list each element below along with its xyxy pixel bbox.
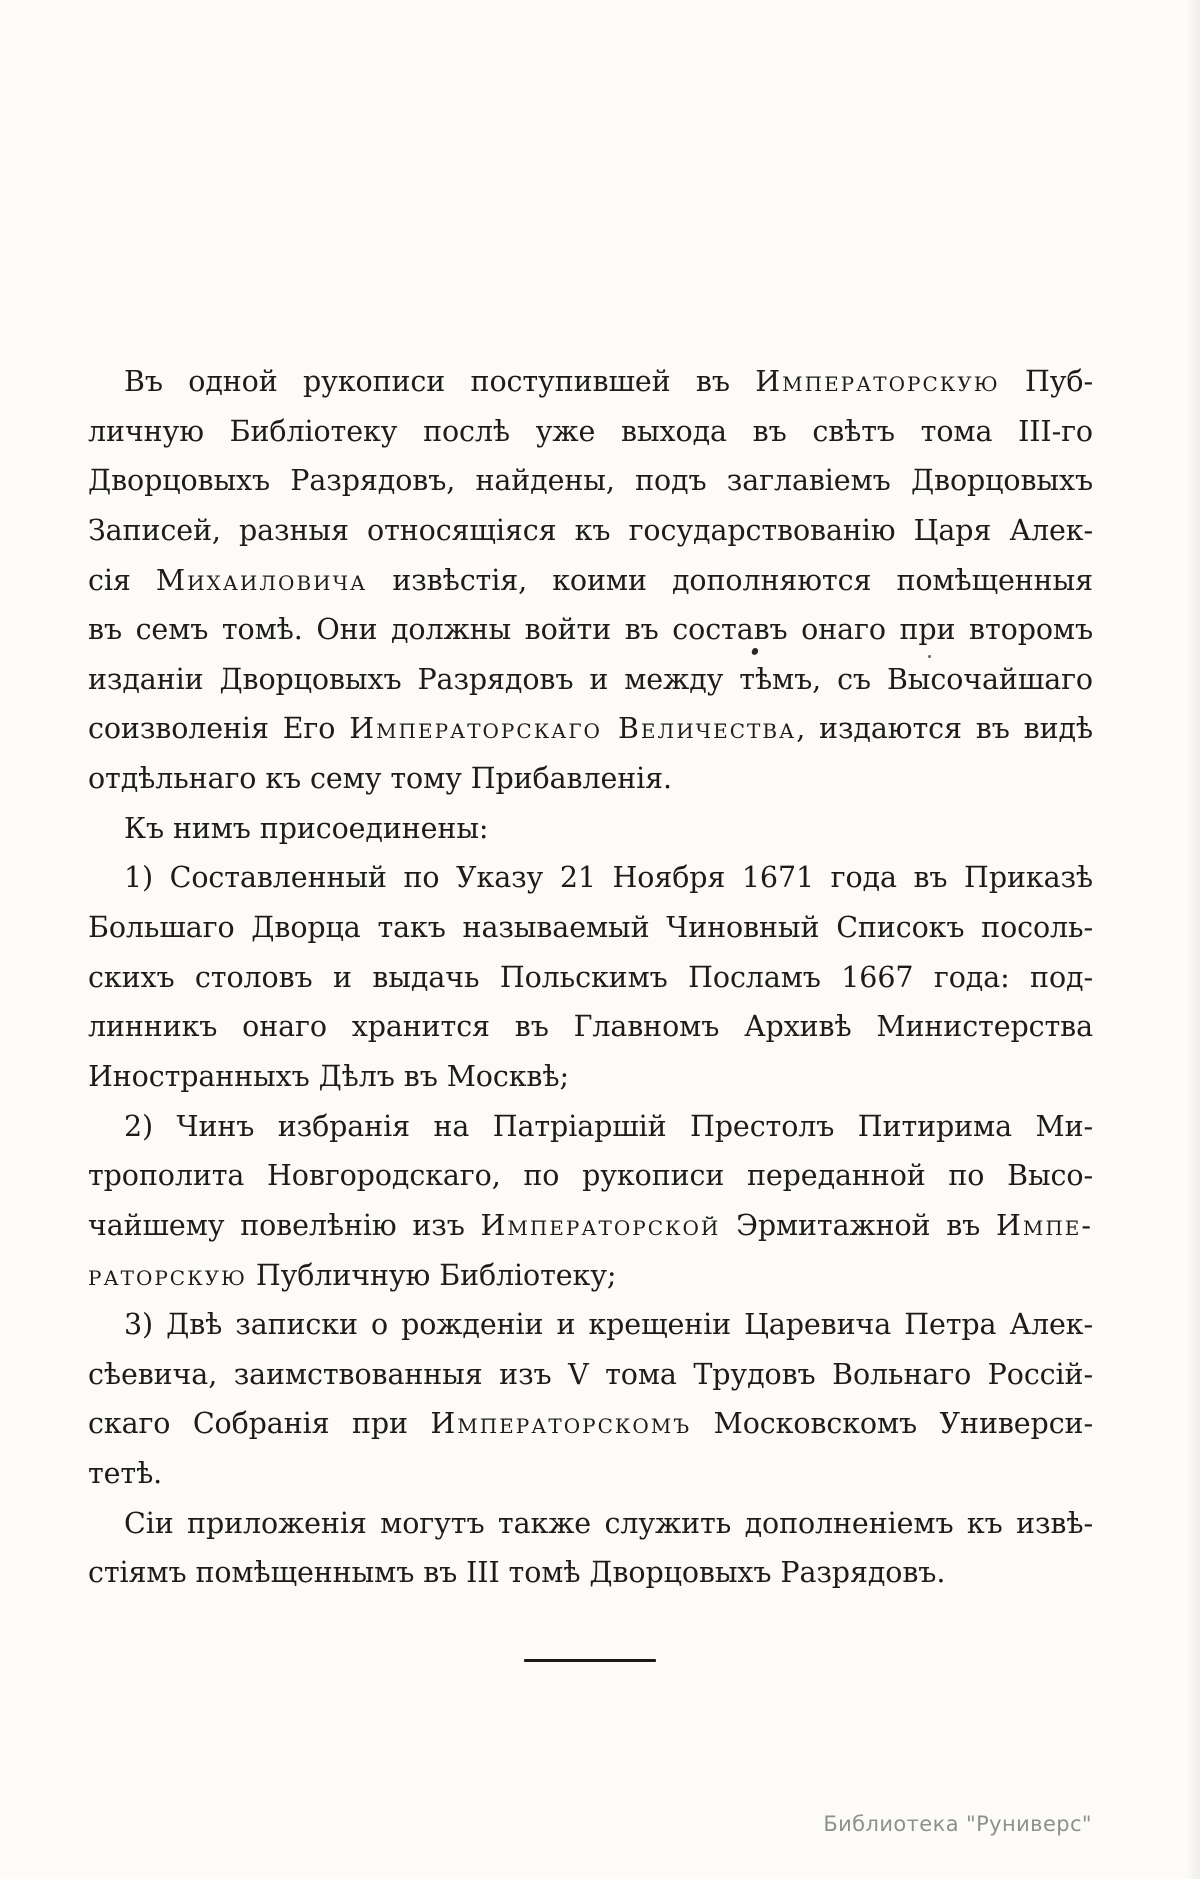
text-line [88, 605, 1093, 655]
text-line [88, 357, 1093, 407]
text-segment: Публичную Библіотеку; [246, 1258, 617, 1292]
text-segment: Дворцовыхъ Разрядовъ, найдены, подъ заглавіемъ Дворцовыхъ [88, 464, 1093, 498]
text-line [88, 655, 1093, 705]
text-line [88, 1251, 1093, 1301]
text-segment: соизволенія Его [88, 712, 350, 746]
text-segment: линникъ онаго хранится въ Главномъ Архивѣ Министерства [88, 1010, 1093, 1044]
ink-speck-small [928, 655, 931, 658]
text-line [88, 556, 1093, 606]
small-caps-text-segment: Императорскомъ [430, 1407, 692, 1441]
text-line [88, 853, 1093, 903]
text-segment: , издаются въ видѣ [796, 712, 1093, 746]
text-segment: 3) Двѣ записки о рожденіи и крещеніи Царевича Петра Алек- [124, 1308, 1093, 1342]
text-line [88, 1201, 1093, 1251]
section-divider-rule [524, 1659, 656, 1662]
text-line [88, 506, 1093, 556]
text-segment: Сіи приложенія могутъ также служить дополненіемъ къ извѣ- [124, 1506, 1093, 1540]
text-line [88, 1399, 1093, 1449]
text-line [88, 1002, 1093, 1052]
text-segment: Къ нимъ присоединены: [124, 811, 489, 845]
text-line [88, 704, 1093, 754]
text-segment: Большаго Дворца такъ называемый Чиновный Списокъ посоль- [88, 911, 1093, 945]
text-line [88, 1548, 1093, 1598]
text-line [88, 754, 1093, 804]
text-segment: въ семъ томѣ. Они должны войти въ составъ онаго при второмъ [88, 613, 1093, 647]
text-line [88, 804, 1093, 854]
text-segment: изданіи Дворцовыхъ Разрядовъ и между тѣмъ, съ Высочайшаго [88, 662, 1093, 696]
text-line [88, 407, 1093, 457]
text-segment: Московскомъ Универси- [691, 1407, 1093, 1441]
small-caps-text-segment: Михаиловича [155, 563, 368, 597]
small-caps-text-segment: Императорской [480, 1208, 721, 1242]
small-caps-text-segment: раторскую [88, 1258, 247, 1292]
text-line [88, 1499, 1093, 1549]
text-line [88, 1102, 1093, 1152]
text-segment: сѣевича, заимствованныя изъ V тома Трудовъ Вольнаго Россій- [88, 1357, 1093, 1391]
text-segment: Пуб- [999, 365, 1093, 398]
small-caps-text-segment: Императорскую [755, 365, 1000, 398]
text-line [88, 1449, 1093, 1499]
small-caps-text-segment: Импе- [995, 1208, 1093, 1242]
text-line [88, 953, 1093, 1003]
text-segment: 2) Чинъ избранія на Патріаршій Престолъ Питирима Ми- [124, 1109, 1093, 1143]
text-segment: скихъ столовъ и выдачь Польскимъ Посламъ 1667 года: под- [88, 960, 1093, 994]
text-segment: сія [88, 563, 156, 597]
library-watermark: Библиотека "Руниверс" [823, 1812, 1092, 1836]
text-line [88, 903, 1093, 953]
text-segment: Въ одной рукописи поступившей въ [124, 365, 756, 398]
text-line [88, 1300, 1093, 1350]
page-text-block [88, 357, 1093, 1598]
text-segment: извѣстія, коими дополняются помѣщенныя [367, 563, 1094, 597]
text-line [88, 1350, 1093, 1400]
text-segment: чайшему повелѣнію изъ [88, 1208, 481, 1242]
text-line [88, 1052, 1093, 1102]
text-segment: Записей, разныя относящіяся къ государствованію Царя Алек- [88, 513, 1093, 547]
text-segment: отдѣльнаго къ сему тому Прибавленія. [88, 762, 672, 796]
text-segment: Эрмитажной въ [720, 1208, 996, 1242]
text-segment: тетѣ. [88, 1457, 163, 1491]
text-segment: личную Библіотеку послѣ уже выхода въ свѣтъ тома III-го [88, 414, 1093, 448]
text-segment: трополита Новгородскаго, по рукописи переданной по Высо- [88, 1159, 1093, 1193]
text-line [88, 456, 1093, 506]
text-segment: скаго Собранія при [88, 1407, 431, 1441]
text-segment: стіямъ помѣщеннымъ въ III томѣ Дворцовыхъ Разрядовъ. [88, 1556, 946, 1590]
small-caps-text-segment: Императорскаго Величества [349, 712, 797, 746]
text-segment: 1) Составленный по Указу 21 Ноября 1671 года въ Приказѣ [124, 861, 1093, 895]
text-line [88, 1151, 1093, 1201]
text-segment: Иностранныхъ Дѣлъ въ Москвѣ; [88, 1059, 569, 1093]
